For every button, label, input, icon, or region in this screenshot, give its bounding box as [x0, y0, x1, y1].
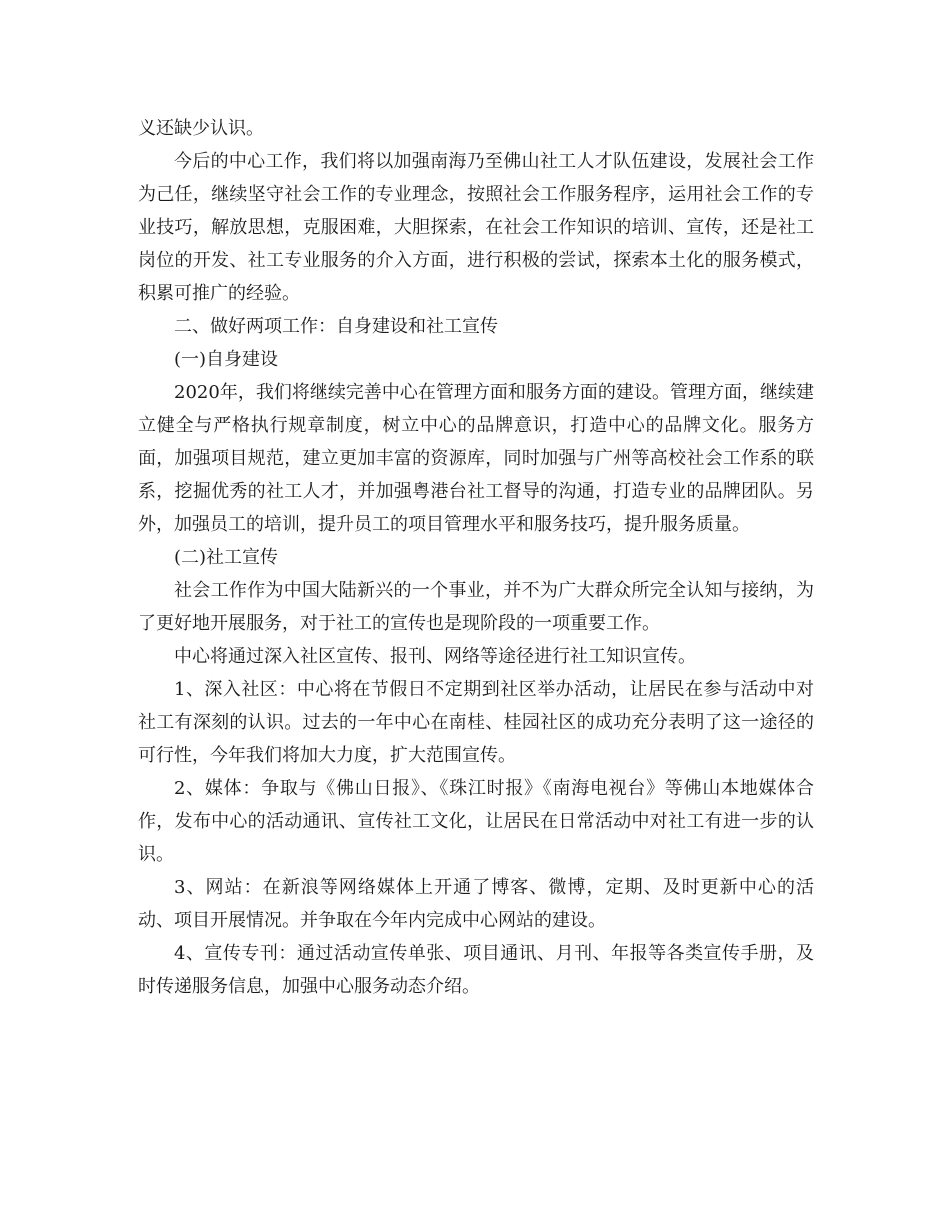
- document-body: [138, 112, 814, 1003]
- list-item-publications: 4、宣传专刊：通过活动宣传单张、项目通讯、月刊、年报等各类宣传手册，及时传递服务信息，加强中心服务动态介绍。: [138, 943, 814, 997]
- list-item-community: 1、深入社区：中心将在节假日不定期到社区举办活动，让居民在参与活动中对社工有深刻的认识。过去的一年中心在南桂、桂园社区的成功充分表明了这一途径的可行性，今年我们将加大力度，扩大范围宣传。: [138, 679, 814, 766]
- subheading-social-work-publicity: (二)社工宣传: [174, 547, 279, 568]
- subheading-self-building: (一)自身建设: [174, 349, 279, 370]
- paragraph-self-building: 2020年，我们将继续完善中心在管理方面和服务方面的建设。管理方面，继续建立健全与严格执行规章制度，树立中心的品牌意识，打造中心的品牌文化。服务方面，加强项目规范，建立更加丰富的资源库，同时加强与广州等高校社会工作系的联系，挖掘优秀的社工人才，并加强粤港台社工督导的沟通，打造专业的品牌团队。另外，加强员工的培训，提升员工的项目管理水平和服务技巧，提升服务质量。: [138, 382, 814, 535]
- paragraph-future-work: 今后的中心工作，我们将以加强南海乃至佛山社工人才队伍建设，发展社会工作为己任，继续坚守社会工作的专业理念，按照社会工作服务程序，运用社会工作的专业技巧，解放思想，克服困难，大胆探索，在社会工作知识的培训、宣传，还是社工岗位的开发、社工专业服务的介入方面，进行积极的尝试，探索本土化的服务模式，积累可推广的经验。: [138, 151, 814, 304]
- paragraph-continuation: 义还缺少认识。: [138, 118, 264, 139]
- list-item-media: 2、媒体：争取与《佛山日报》、《珠江时报》《南海电视台》等佛山本地媒体合作，发布中心的活动通讯、宣传社工文化，让居民在日常活动中对社工有进一步的认识。: [138, 778, 814, 865]
- paragraph-publicity-channels: 中心将通过深入社区宣传、报刊、网络等途径进行社工知识宣传。: [174, 646, 696, 667]
- list-item-website: 3、网站：在新浪等网络媒体上开通了博客、微博，定期、及时更新中心的活动、项目开展情况。并争取在今年内完成中心网站的建设。: [138, 877, 814, 931]
- section-heading-two-tasks: 二、做好两项工作：自身建设和社工宣传: [174, 316, 498, 337]
- paragraph-publicity-intro: 社会工作作为中国大陆新兴的一个事业，并不为广大群众所完全认知与接纳，为了更好地开展服务，对于社工的宣传也是现阶段的一项重要工作。: [138, 580, 814, 634]
